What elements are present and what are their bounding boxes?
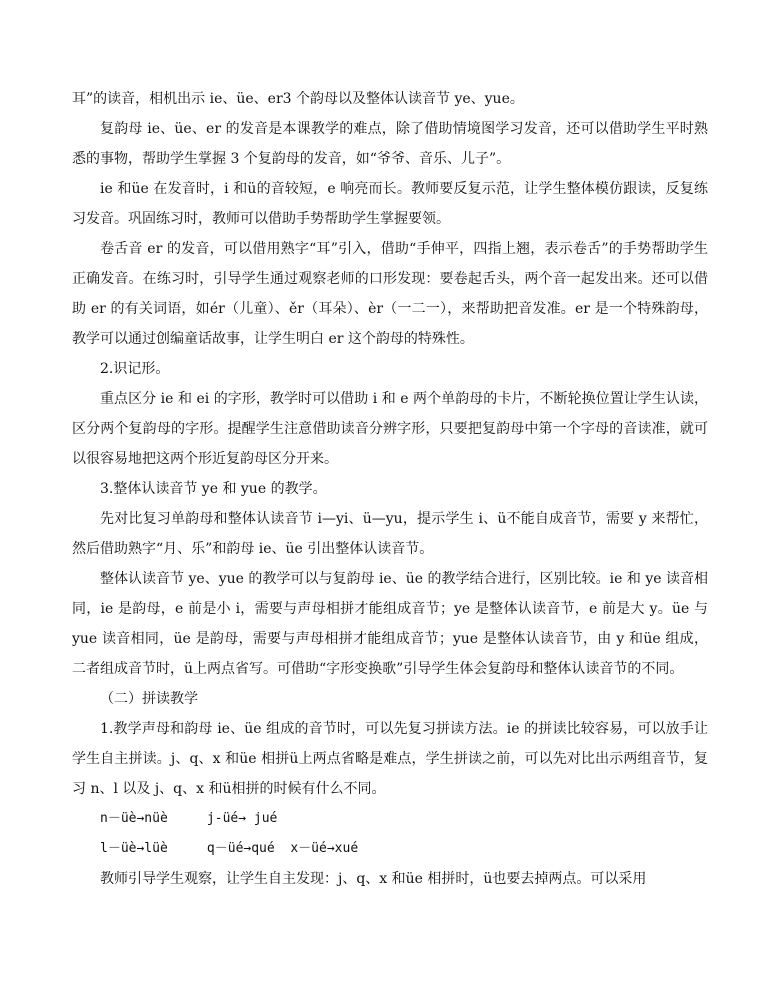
section-heading-spelling: （二）拼读教学 [100, 691, 198, 707]
paragraph-er-pronunciation: 卷舌音 er 的发音，可以借用熟字“耳”引入，借助“手伸平，四指上翘，表示卷舌”的手势帮助学生正确发音。在练习时，引导学生通过观察老师的口形发现：要卷起舌头，两个音一起发出来。还可以借助 er 的有关词语，如ér（儿童）、ěr（耳朵）、èr（一二一），来帮助把音发准。er 是一个特殊韵母，教学可以通过创编童话故事，让学生明白 er 这个韵母的特殊性。 [72, 241, 708, 347]
example-row-2: l－üè→lüè q－üé→qué x－üé→xué [100, 841, 359, 856]
paragraph-final: 教师引导学生观察，让学生自主发现：j、q、x 和üe 相拼时，ü也要去掉两点。可以采用 [100, 871, 647, 887]
section-heading-syllables: 3.整体认读音节 ye 和 yue 的教学。 [100, 481, 327, 497]
document-body [72, 84, 708, 894]
example-row-1: n－üè→nüè j-üé→ jué [100, 811, 278, 826]
paragraph-ie-ue-pronunciation: ie 和üe 在发音时，i 和ü的音较短，e 响亮而长。教师要反复示范，让学生整体模仿跟读，反复练习发音。巩固练习时，教师可以借助手势帮助学生掌握要领。 [72, 181, 708, 227]
paragraph-syllable-review: 先对比复习单韵母和整体认读音节 i—yi、ü—yu，提示学生 i、ü不能自成音节，需要 y 来帮忙，然后借助熟字“月、乐”和韵母 ie、üe 引出整体认读音节。 [72, 511, 708, 557]
paragraph-syllable-comparison: 整体认读音节 ye、yue 的教学可以与复韵母 ie、üe 的教学结合进行，区别比较。ie 和 ye 读音相同，ie 是韵母，e 前是小 i，需要与声母相拼才能组成音节；ye 是整体认读音节，e 前是大 y。üe 与 yue 读音相同，üe 是韵母，需要与声母相拼才能组成音节；yue 是整体认读音节，由 y 和üe 组成，二者组成音节时，ü上两点省写。可借助“字形变换歌”引导学生体会复韵母和整体认读音节的不同。 [72, 571, 708, 677]
paragraph-shape-distinction: 重点区分 ie 和 ei 的字形，教学时可以借助 i 和 e 两个单韵母的卡片，不断轮换位置让学生认读，区分两个复韵母的字形。提醒学生注意借助读音分辨字形，只要把复韵母中第一个字母的音读准，就可以很容易地把这两个形近复韵母区分开来。 [72, 391, 708, 467]
paragraph-spelling-method: 1.教学声母和韵母 ie、üe 组成的音节时，可以先复习拼读方法。ie 的拼读比较容易，可以放手让学生自主拼读。j、q、x 和üe 相拼ü上两点省略是难点，学生拼读之前，可以先对比出示两组音节，复习 n、l 以及 j、q、x 和ü相拼的时候有什么不同。 [72, 721, 708, 797]
paragraph-compound-finals: 复韵母 ie、üe、er 的发音是本课教学的难点，除了借助情境图学习发音，还可以借助学生平时熟悉的事物，帮助学生掌握 3 个复韵母的发音，如“爷爷、音乐、儿子”。 [72, 121, 708, 167]
section-heading-shape: 2.识记形。 [100, 361, 170, 377]
paragraph-continuation: 耳”的读音，相机出示 ie、üe、er3 个韵母以及整体认读音节 ye、yue。 [72, 91, 524, 107]
